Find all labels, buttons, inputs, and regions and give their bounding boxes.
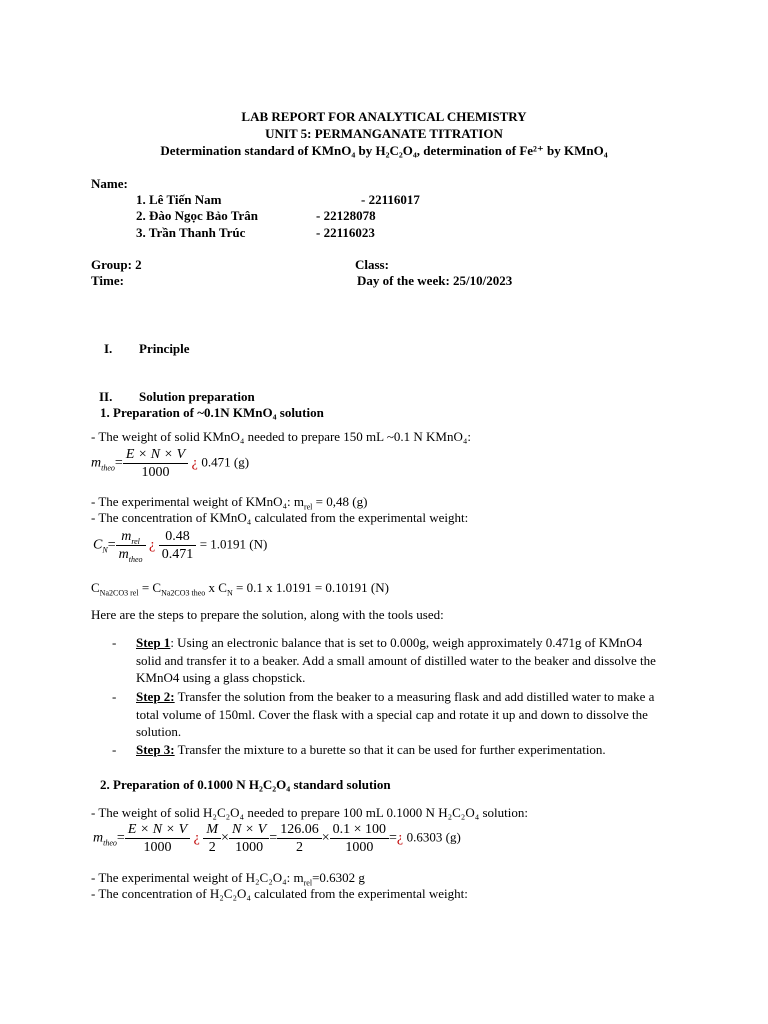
- eq1-denominator: 1000: [141, 465, 170, 480]
- step-1-dash: -: [112, 635, 117, 650]
- eq3-fraction-3: [229, 821, 269, 856]
- eq2-den1-sub: theo: [128, 554, 143, 564]
- time-text: Time:: [91, 273, 124, 288]
- eq3-times-2: ×: [321, 830, 330, 846]
- eq2-result: = 1.0191 (N): [199, 536, 268, 552]
- equation-concentration: $C_N=$ $\frac{m_{rel}}{m_{theo}}$ ¿ $\frac{0.48}{0.471}$ = 1.0191 (N): [93, 529, 268, 564]
- eq3-f3-den: 1000: [235, 840, 264, 855]
- part-1-experimental-weight: [91, 494, 367, 510]
- member-name-3: 3. Trần Thanh Trúc: [136, 225, 246, 240]
- eq3-f1-num: E × N × V: [125, 821, 190, 839]
- step-3-label: Step 3:: [136, 742, 175, 757]
- eq2-fraction-1: [116, 528, 146, 563]
- eq1-result: 0.471 (g): [201, 454, 250, 470]
- eq1-lhs: m: [91, 455, 102, 471]
- eq2-fraction-2: [159, 528, 197, 563]
- eq2-den1: [116, 546, 146, 563]
- eq3-equals: =: [269, 830, 278, 846]
- part-2-heading: 2. Preparation of 0.1000 N H₂C₂O₄ standard solution: [100, 777, 391, 792]
- eq3-times-1: ×: [221, 830, 229, 846]
- eq1-lhs-sub: theo: [101, 463, 115, 473]
- eq3-lhs: m: [93, 830, 104, 846]
- eq3-fraction-4: [277, 821, 322, 856]
- normality-b-sub: Na2CO3 theo: [161, 588, 206, 598]
- eq3-f1-den: 1000: [143, 840, 172, 855]
- p2-exp-weight-value: =0.6302 g: [312, 870, 365, 885]
- step-2-label: Step 2:: [136, 689, 175, 704]
- step-3-text: Transfer the mixture to a burette so that it can be used for further experimentation.: [174, 742, 606, 757]
- step-1-text: : Using an electronic balance that is set to 0.000g, weigh approximately 0.471g of KMnO4 solid and transfer it to a beaker. Add a small amount of distilled water to the beaker and dissolve the KMnO4 using a glass chopstick.: [136, 635, 656, 685]
- eq2-lhs: C: [93, 537, 103, 553]
- eq3-f4-num: 126.06: [277, 821, 322, 839]
- eq3-mark-2: ¿: [396, 830, 404, 846]
- group-text: Group: 2: [91, 257, 142, 272]
- normality-line: [91, 580, 389, 596]
- normality-c-sub: N: [226, 588, 233, 598]
- step-2-item: [112, 688, 666, 741]
- eq3-f2-num: M: [203, 821, 221, 839]
- p2-exp-weight-text: - The experimental weight of H₂C₂O₄: m: [91, 870, 304, 885]
- member-id-3: - 22116023: [316, 225, 375, 240]
- exp-weight-sub: rel: [303, 502, 313, 512]
- eq2-num1: [116, 528, 146, 546]
- day-text: Day of the week: 25/10/2023: [357, 273, 513, 288]
- normality-a-sub: Na2CO3 rel: [99, 588, 139, 598]
- member-id-2: - 22128078: [316, 208, 376, 223]
- step-2-text: Transfer the solution from the beaker to a measuring flask and add distilled water to make a total volume of 150ml. Cover the flask with a special cap and rotate it up and down to dissolve the solution.: [136, 689, 655, 739]
- eq3-result: 0.6303 (g): [406, 829, 461, 845]
- part-1-heading: 1. Preparation of ~0.1N KMnO₄ solution: [100, 405, 324, 420]
- equation-oxalic-mass: $m_{theo}=$ $\frac{E \times N \times V}{1000}$ ¿ $\frac{M}{2}$ × $\frac{N \times V}{1000}$ = $\frac{126.06}{2}$ × $\frac{0.1 \times 100}{1000}$ =¿ 0.6303 (g): [93, 822, 461, 855]
- unit-title: UNIT 5: PERMANGANATE TITRATION: [265, 126, 503, 141]
- normality-c: x C: [205, 580, 227, 595]
- eq1-fraction: [123, 446, 188, 481]
- part-2-experimental-weight: [91, 870, 365, 886]
- class-text: Class:: [355, 257, 389, 272]
- section-1-title: Principle: [139, 341, 190, 356]
- part-2-weight-line: - The weight of solid H₂C₂O₄ needed to prepare 100 mL 0.1000 N H₂C₂O₄ solution:: [91, 805, 528, 820]
- eq2-num1-var: m: [121, 529, 132, 544]
- name-label: Name:: [91, 176, 128, 191]
- report-title: LAB REPORT FOR ANALYTICAL CHEMISTRY: [241, 109, 527, 124]
- step-2-dash: -: [112, 689, 117, 704]
- steps-intro: Here are the steps to prepare the solution, along with the tools used:: [91, 607, 444, 622]
- normality-d: = 0.1 x 1.0191 = 0.10191 (N): [232, 580, 389, 595]
- eq2-num1-sub: rel: [131, 536, 140, 546]
- eq3-lhs-sub: theo: [103, 838, 117, 848]
- eq1-mark: ¿: [191, 455, 198, 471]
- step-3-dash: -: [112, 742, 117, 757]
- step-1-item: [112, 634, 666, 687]
- eq3-f2-den: 2: [208, 840, 216, 855]
- normality-a: C: [91, 580, 100, 595]
- eq2-num2: 0.48: [159, 528, 197, 546]
- eq2-den2: 0.471: [161, 547, 194, 562]
- eq3-fraction-5: [330, 821, 389, 856]
- eq3-fraction-1: [125, 821, 190, 856]
- step-3-item: [112, 741, 666, 759]
- section-1-number: I.: [104, 341, 113, 356]
- eq2-mark: ¿: [149, 537, 156, 553]
- eq2-lhs-sub: N: [102, 545, 108, 555]
- member-id-1: - 22116017: [361, 192, 420, 207]
- member-name-2: 2. Đào Ngọc Bảo Trân: [136, 208, 258, 223]
- section-2-number: II.: [99, 389, 113, 404]
- exp-weight-value: = 0,48 (g): [312, 494, 368, 509]
- section-2-title: Solution preparation: [139, 389, 255, 404]
- eq3-f5-num: 0.1 × 100: [330, 821, 389, 839]
- eq3-f4-den: 2: [295, 840, 303, 855]
- report-subtitle: Determination standard of KMnO₄ by H₂C₂O₄, determination of Fe²⁺ by KMnO₄: [160, 143, 608, 158]
- eq3-f5-den: 1000: [345, 840, 374, 855]
- eq3-fraction-2: [203, 821, 221, 856]
- p2-exp-weight-sub: rel: [303, 878, 313, 888]
- eq3-mark-1: ¿: [193, 830, 200, 846]
- exp-weight-text: - The experimental weight of KMnO₄: m: [91, 494, 304, 509]
- equation-theoretical-mass: $m_{theo}=$ $\frac{E \times N \times V}{1000}$ ¿ 0.471 (g): [91, 447, 250, 480]
- eq3-f3-num: N × V: [229, 821, 269, 839]
- part-1-concentration-line: - The concentration of KMnO₄ calculated from the experimental weight:: [91, 510, 469, 525]
- eq2-den1-var: m: [118, 547, 129, 562]
- eq3-equals-2: =: [389, 830, 397, 846]
- step-1-label: Step 1: [136, 635, 171, 650]
- eq1-numerator: E × N × V: [123, 446, 188, 464]
- part-1-weight-line: - The weight of solid KMnO₄ needed to prepare 150 mL ~0.1 N KMnO₄:: [91, 429, 472, 444]
- member-name-1: 1. Lê Tiến Nam: [136, 192, 222, 207]
- part-2-concentration-line: - The concentration of H₂C₂O₄ calculated from the experimental weight:: [91, 886, 468, 901]
- normality-b: = C: [138, 580, 162, 595]
